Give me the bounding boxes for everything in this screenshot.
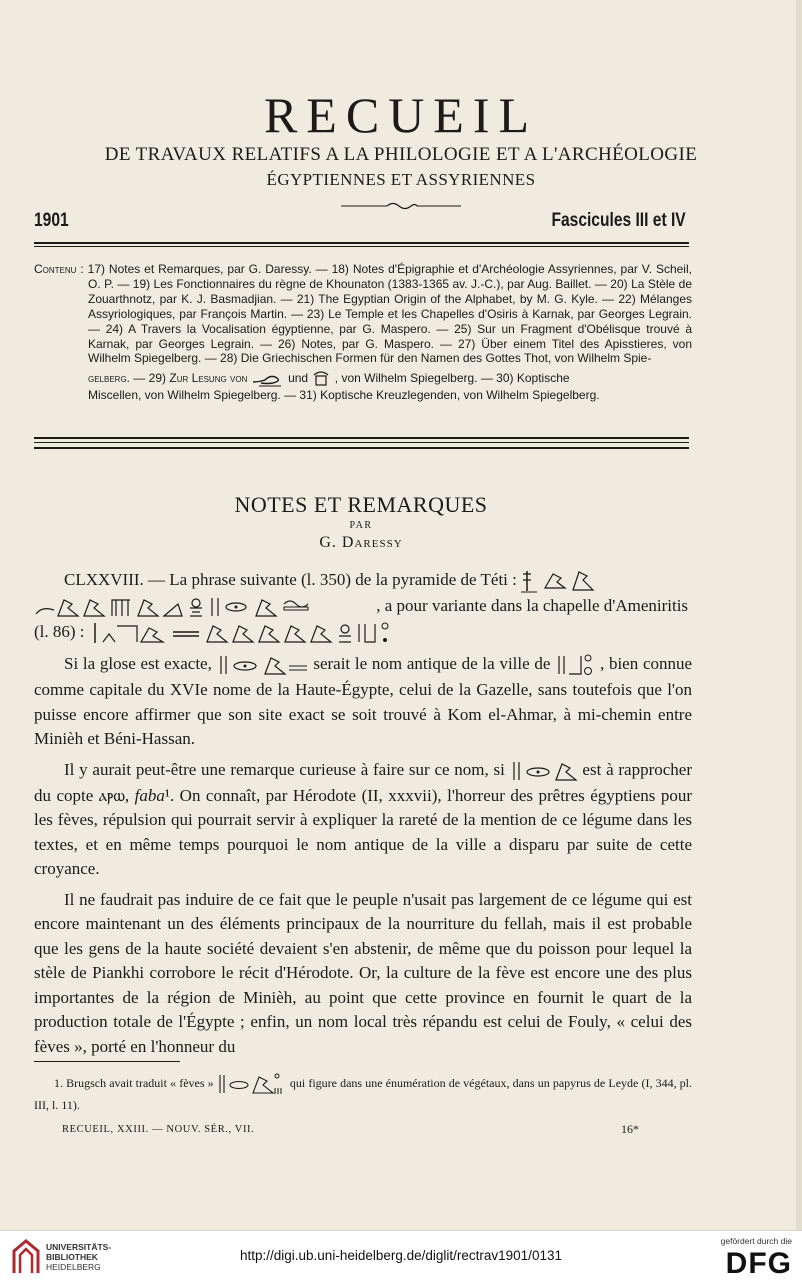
paragraph-4: Il ne faudrait pas induire de ce fait que le peuple n'usait pas largement de ce légume qui est encore maintenant un des éléments principaux de la nourriture du fellah, mais il est probable que les gens de la haute société devaient s'en abstenir, de même que du poisson pour lequel la stèle de Piankhi corrobore le récit d'Hérodote. Or, la culture de la fève est encore une des plus importantes de la région de Minièh, au point que cette province en fournit le quart de la production totale de l'Égypte ; enfin, un nom local très répandu est celui de Fouly, « celui des fèves », porté en l'honneur du — [34, 889, 692, 1056]
library-line-1: UNIVERSITÄTS- — [46, 1242, 112, 1252]
library-line-2: BIBLIOTHEK — [46, 1252, 98, 1262]
header-rule — [34, 242, 689, 244]
dfg-logo[interactable]: DFG — [725, 1247, 792, 1280]
permalink-url[interactable]: http://digi.ub.uni-heidelberg.de/diglit/rectrav1901/0131 — [240, 1248, 562, 1263]
contents-entries-2a: gelberg. — 29) Zur Lesung von — [88, 371, 248, 386]
footnote-rule — [34, 1061, 180, 1062]
article-author: G. Daressy — [319, 534, 403, 551]
hieroglyph-twisted-flax-icon — [251, 370, 285, 388]
contents-entries-2b: und — [288, 371, 309, 386]
issue-fascicules: Fascicules III et IV — [551, 210, 686, 231]
article-title: NOTES ET REMARQUES — [234, 492, 488, 517]
running-footer-left: RECUEIL, XXIII. — NOUV. SÉR., VII. — [62, 1124, 255, 1135]
journal-subtitle-line1: DE TRAVAUX RELATIFS A LA PHILOLOGIE ET A L'ARCHÉOLOGIE — [104, 144, 698, 165]
article-by: PAR — [349, 520, 373, 531]
contents-rule-bottom — [34, 447, 689, 449]
hieroglyph-reed-mouth-quail-icon — [217, 652, 309, 678]
paragraph-1-part-c: (l. 86) : — [34, 622, 85, 642]
viewer-bottom-bar — [0, 1230, 802, 1286]
issue-year: 1901 — [34, 210, 69, 231]
contents-entries-3: Miscellen, von Wilhelm Spiegelberg. — 31) Koptische Kreuzlegenden, von Wilhelm Spiegelberg. — [88, 388, 600, 403]
hieroglyph-group-3-icon — [89, 620, 399, 646]
hieroglyph-group-1-icon — [521, 568, 601, 594]
article-body — [34, 568, 692, 1059]
contents-entries-1: 17) Notes et Remarques, par G. Daressy. — 18) Notes d'Épigraphie et d'Archéologie Assyriennes, par V. Scheil, O. P. — 19) Les Fonctionnaires du règne de Khounaton (1383-1365 av. J.-C.), par Aug. Baillet. — 20) La Stèle de Zouarthnotz, par K. J. Basmadjian. — 21) The Egyptian Origin of the Alphabet, by M. G. Kyle. — 22) Mélanges Assyriologiques, par François Martin. — 23) Le Temple et les Chapelles d'Osiris à Karnak, par Georges Legrain. — 24) A Travers la Vocalisation égyptienne, par G. Maspero. — 25) Sur un Fragment d'Obélisque trouvé à Karnak, par Georges Legrain. — 26) Notes, par G. Maspero. — 27) Über einem Titel des Apisstieres, von Wilhelm Spiegelberg. — 28) Die Griechischen Formen für den Namen des Gottes Thot, von Wilhelm Spie- — [87, 262, 692, 366]
table-of-contents — [34, 262, 692, 403]
paragraph-2-part-c: , bien connue comme capitale du XVIe nome de la Haute-Égypte, celui de la Gazelle, sans toutefois que l'on puisse encore affirmer que son site exact se soit trouvé à Kom el-Ahmar, à mi-chemin entre Minièh et Béni-Hassan. — [34, 654, 693, 749]
footnote-part-a: 1. Brugsch avait traduit « fèves » — [54, 1075, 214, 1090]
sponsor-caption: gefördert durch die — [720, 1236, 792, 1246]
hieroglyph-nome-sign-icon — [555, 652, 595, 678]
hieroglyph-square-icon — [311, 370, 331, 388]
journal-title: RECUEIL — [263, 87, 539, 143]
paragraph-2-part-a: Si la glose est exacte, — [64, 654, 212, 674]
footnote — [34, 1072, 692, 1114]
journal-subtitle-line2: ÉGYPTIENNES ET ASSYRIENNES — [266, 170, 536, 189]
contents-entries-2c: , von Wilhelm Spiegelberg. — 30) Koptische — [334, 371, 570, 386]
paragraph-3-part-b: est à rapprocher du copte ⲁⲣⲱ, — [34, 759, 692, 805]
contents-rule-thin — [34, 442, 689, 443]
library-line-3: HEIDELBERG — [46, 1262, 101, 1272]
hieroglyph-group-2-icon — [34, 594, 372, 620]
paragraph-3-faba: faba — [134, 785, 165, 805]
contents-rule — [34, 437, 689, 439]
paragraph-2-part-b: serait le nom antique de la ville de — [313, 654, 551, 674]
paragraph-3-part-a: Il y aurait peut-être une remarque curieuse à faire sur ce nom, si — [64, 759, 505, 779]
paragraph-1-part-a: CLXXVIII. — La phrase suivante (l. 350) de la pyramide de Téti : — [64, 570, 517, 589]
hieroglyph-reed-mouth-icon — [510, 758, 578, 784]
running-footer-right: 16* — [621, 1122, 639, 1136]
contents-label: Contenu : — [34, 262, 84, 276]
header-rule-thin — [34, 246, 689, 247]
footnote-part-b: qui figure dans une énumération de végétaux, dans un papyrus de Leyde (I, 344, pl. III, l. 11). — [34, 1075, 693, 1112]
paragraph-3-part-c: ¹. On connaît, par Hérodote (II, xxxvii), l'horreur des prêtres égyptiens pour les fèves, répulsion qui pourrait servir à expliquer la rareté de la mention de ce légume dans les textes, et en même temps pourquoi le nom antique de la ville a disparu par suite de cette croyance. — [34, 785, 692, 879]
paragraph-1-part-b: , a pour variante dans la chapelle d'Ameniritis — [376, 596, 689, 616]
hieroglyph-footnote-icon — [217, 1072, 287, 1096]
